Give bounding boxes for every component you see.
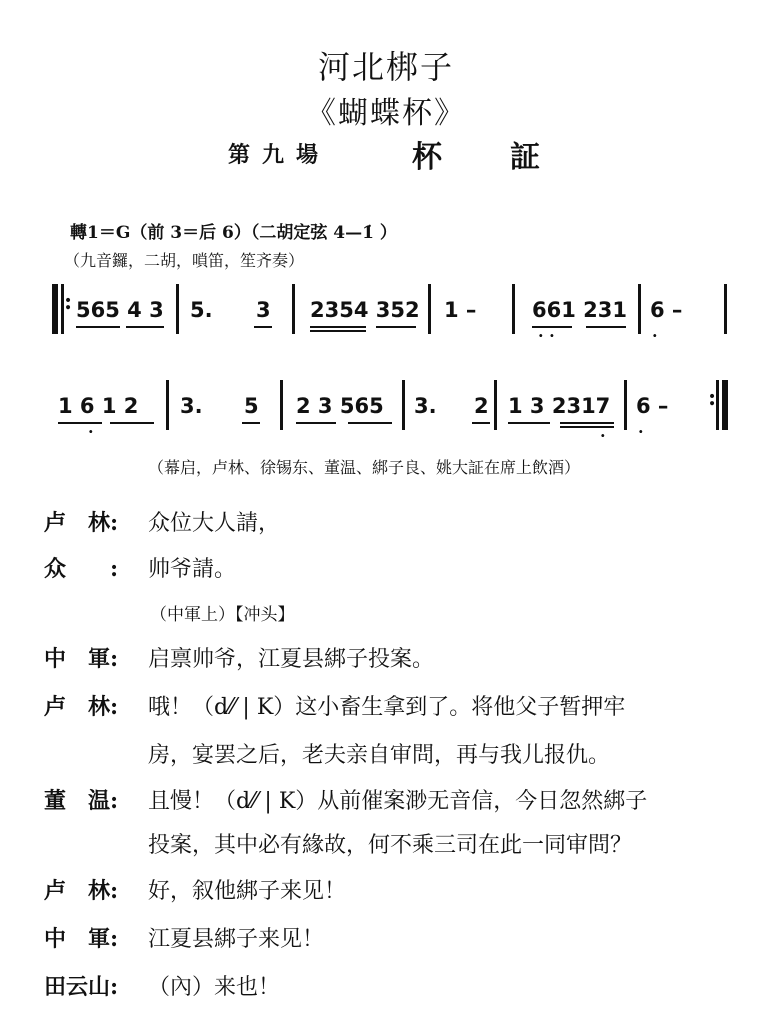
barline xyxy=(512,284,515,334)
measure-2-b: 5 xyxy=(244,394,259,418)
measure-1: 1 6 1 2 xyxy=(58,394,139,418)
barline xyxy=(280,380,283,430)
stage-direction: （幕启，卢林、徐锡东、董温、綁子良、姚大証在席上飲酒） xyxy=(148,458,581,477)
speech-continuation: 投案，其中必有緣故，何不乘三司在此一同审問？ xyxy=(148,833,633,858)
barline xyxy=(292,284,295,334)
barline xyxy=(624,380,627,430)
score-row-2 xyxy=(0,372,772,445)
beat-underline xyxy=(126,326,164,328)
speaker: 卢 林: xyxy=(44,694,119,720)
barline xyxy=(166,380,169,430)
speech: （內）来也！ xyxy=(148,975,281,1000)
play-title: 《蝴蝶杯》 xyxy=(306,96,466,131)
speech-continuation: 房，宴罢之后，老夫亲自审問，再与我儿报仇。 xyxy=(148,743,611,768)
speaker: 董 温: xyxy=(44,788,119,814)
beat-underline xyxy=(560,422,614,424)
low-octave-dot: · xyxy=(600,426,606,445)
beat-underline xyxy=(508,422,550,424)
measure-6: 6 – xyxy=(636,394,669,418)
speaker: 田云山: xyxy=(44,974,119,1000)
barline xyxy=(402,380,405,430)
low-octave-dot: · xyxy=(652,326,658,345)
stage-note: （中軍上）【冲头】 xyxy=(150,605,295,625)
beat-underline xyxy=(310,330,366,332)
barline xyxy=(638,284,641,334)
barline xyxy=(494,380,497,430)
scene-name-2: 証 xyxy=(510,140,540,175)
beat-underline xyxy=(310,326,366,328)
repeat-end-thin-bar xyxy=(716,380,719,430)
beat-underline xyxy=(254,326,272,328)
speaker: 众 : xyxy=(44,556,119,582)
speech: 众位大人請， xyxy=(148,511,281,536)
measure-2-b: 3 xyxy=(256,298,271,322)
measure-6: 6 – xyxy=(650,298,683,322)
barline xyxy=(724,284,727,334)
speaker: 中 軍: xyxy=(44,926,119,952)
beat-underline xyxy=(376,326,416,328)
scene-ordinal: 第九場 xyxy=(228,142,331,168)
scene-name-1: 杯 xyxy=(412,140,442,175)
repeat-dots: : xyxy=(708,385,717,411)
measure-4-a: 3. xyxy=(414,394,437,418)
low-octave-dots: · · xyxy=(538,326,555,345)
speaker: 卢 林: xyxy=(44,510,119,536)
barline xyxy=(176,284,179,334)
repeat-dots: : xyxy=(64,289,73,315)
measure-4: 1 – xyxy=(444,298,477,322)
instrumentation: （九音鑼，二胡，嗩笛，笙齐奏） xyxy=(64,251,305,270)
speaker: 卢 林: xyxy=(44,878,119,904)
speech: 帅爷請。 xyxy=(148,557,237,582)
measure-2-a: 5. xyxy=(190,298,213,322)
beat-underline xyxy=(58,422,102,424)
genre-title: 河北梆子 xyxy=(317,48,454,86)
beat-underline xyxy=(560,426,614,428)
speech: 哦！（d⁄⁄ | K）这小畜生拿到了。将他父子暂押牢 xyxy=(148,695,626,720)
beat-underline xyxy=(586,326,626,328)
beat-underline xyxy=(296,422,336,424)
repeat-end-thick-bar xyxy=(722,380,728,430)
repeat-start-thick-bar xyxy=(52,284,58,334)
speech: 好，叙他綁子来见！ xyxy=(148,879,347,904)
measure-4-b: 2 xyxy=(474,394,489,418)
measure-2-a: 3. xyxy=(180,394,203,418)
speaker: 中 軍: xyxy=(44,646,119,672)
beat-underline xyxy=(76,326,120,328)
score-row-1 xyxy=(0,282,772,345)
measure-3: 2354 352 xyxy=(310,298,420,322)
measure-3: 2 3 565 xyxy=(296,394,384,418)
speech: 启禀帅爷，江夏县綁子投案。 xyxy=(148,647,435,672)
measure-5: 661 231 xyxy=(532,298,627,322)
beat-underline xyxy=(472,422,490,424)
beat-underline xyxy=(242,422,260,424)
speech: 且慢！（d⁄⁄ | K）从前催案渺无音信，今日忽然綁子 xyxy=(148,789,648,814)
speech: 江夏县綁子来见！ xyxy=(148,927,325,952)
measure-1: 565 4 3 xyxy=(76,298,164,322)
low-octave-dot: · xyxy=(638,422,644,441)
measure-5: 1 3 2317 xyxy=(508,394,611,418)
barline xyxy=(428,284,431,334)
low-octave-dot: · xyxy=(88,422,94,441)
beat-underline xyxy=(110,422,154,424)
key-signature: 轉1＝G（前 3＝后 6）（二胡定弦 4—1̇ ） xyxy=(70,223,397,243)
beat-underline xyxy=(348,422,392,424)
